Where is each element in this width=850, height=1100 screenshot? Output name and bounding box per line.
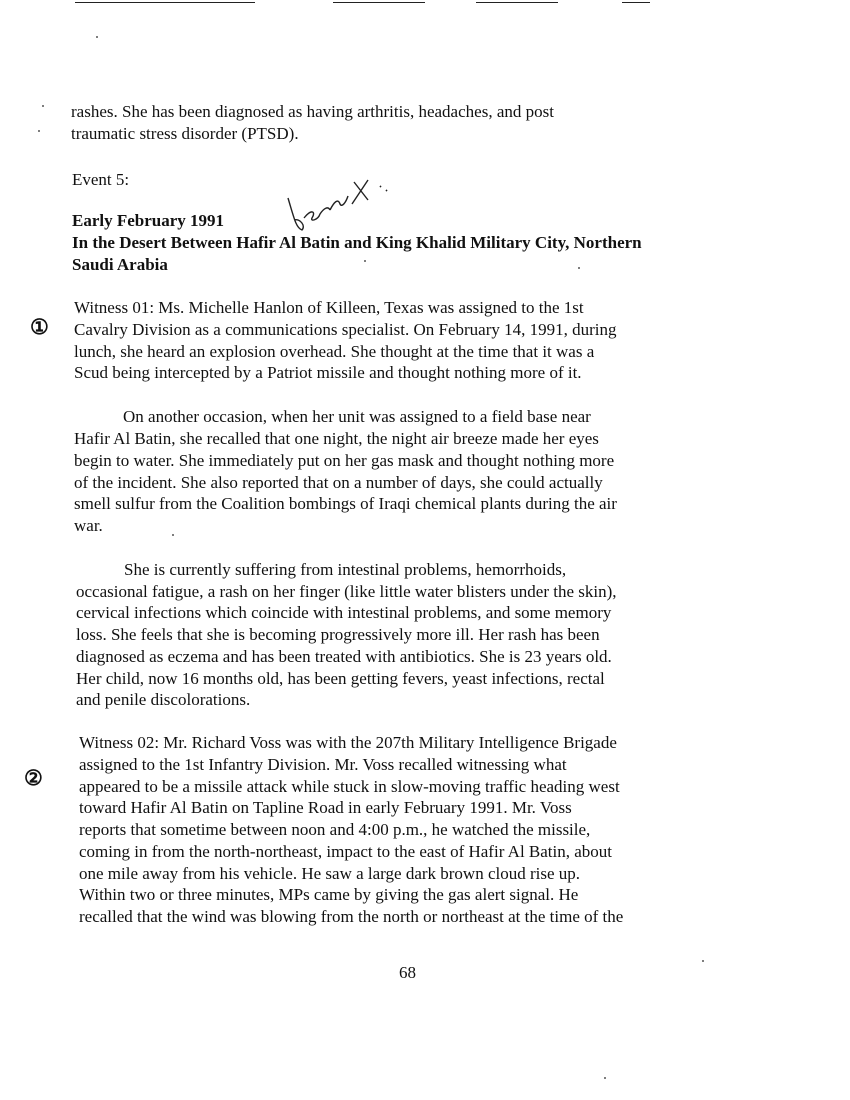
witness-2-line: reports that sometime between noon and 4:00 p.m., he watched the missile, xyxy=(79,820,591,839)
witness-2-marker: ② xyxy=(24,766,43,790)
event-label: Event 5: xyxy=(72,170,130,189)
scan-speck xyxy=(172,534,174,536)
paragraph-3-line: loss. She feels that she is becoming progressively more ill. Her rash has been xyxy=(76,625,600,644)
paragraph-line: rashes. She has been diagnosed as having arthritis, headaches, and post xyxy=(71,102,554,121)
handwritten-note xyxy=(282,168,392,238)
paragraph-2-line: On another occasion, when her unit was assigned to a field base near xyxy=(123,407,591,426)
witness-2-line: Witness 02: Mr. Richard Voss was with the 207th Military Intelligence Brigade xyxy=(79,733,617,752)
paragraph-2-line: smell sulfur from the Coalition bombings of Iraqi chemical plants during the air xyxy=(74,494,617,513)
scan-speck xyxy=(604,1077,606,1079)
witness-1-line: Cavalry Division as a communications specialist. On February 14, 1991, during xyxy=(74,320,617,339)
top-rule-3 xyxy=(476,2,558,3)
witness-1-line: lunch, she heard an explosion overhead. She thought at the time that it was a xyxy=(74,342,595,361)
paragraph-2-line: begin to water. She immediately put on her gas mask and thought nothing more xyxy=(74,451,615,470)
witness-2-line: appeared to be a missile attack while stuck in slow-moving traffic heading west xyxy=(79,777,620,796)
paragraph-3-line: Her child, now 16 months old, has been getting fevers, yeast infections, rectal xyxy=(76,669,605,688)
paragraph-3-line: diagnosed as eczema and has been treated with antibiotics. She is 23 years old. xyxy=(76,647,612,666)
witness-2-line: recalled that the wind was blowing from the north or northeast at the time of the xyxy=(79,907,624,926)
top-rule-2 xyxy=(333,2,425,3)
page-number: 68 xyxy=(399,963,416,982)
witness-2-line: Within two or three minutes, MPs came by giving the gas alert signal. He xyxy=(79,885,579,904)
paragraph-3-line: She is currently suffering from intestinal problems, hemorrhoids, xyxy=(124,560,567,579)
witness-1-marker: ① xyxy=(30,315,49,339)
witness-2-line: assigned to the 1st Infantry Division. Mr. Voss recalled witnessing what xyxy=(79,755,567,774)
witness-1-line: Scud being intercepted by a Patriot missile and thought nothing more of it. xyxy=(74,363,582,382)
top-rule-1 xyxy=(75,2,255,3)
paragraph-3-line: occasional fatigue, a rash on her finger (like little water blisters under the skin), xyxy=(76,582,617,601)
scan-speck xyxy=(702,960,704,962)
paragraph-2-line: Hafir Al Batin, she recalled that one night, the night air breeze made her eyes xyxy=(74,429,599,448)
paragraph-line: traumatic stress disorder (PTSD). xyxy=(71,124,299,143)
scan-speck xyxy=(364,260,366,262)
witness-2-line: toward Hafir Al Batin on Tapline Road in early February 1991. Mr. Voss xyxy=(79,798,572,817)
date-heading: Early February 1991 xyxy=(72,211,225,230)
witness-2-line: one mile away from his vehicle. He saw a large dark brown cloud rise up. xyxy=(79,864,581,883)
location-heading-line: Saudi Arabia xyxy=(72,255,168,274)
scan-speck xyxy=(96,36,98,38)
scan-speck xyxy=(38,130,40,132)
top-rule-4 xyxy=(622,2,650,3)
scan-speck xyxy=(578,267,580,269)
witness-2-line: coming in from the north-northeast, impact to the east of Hafir Al Batin, about xyxy=(79,842,613,861)
witness-1-line: Witness 01: Ms. Michelle Hanlon of Killeen, Texas was assigned to the 1st xyxy=(74,298,584,317)
scan-speck xyxy=(42,105,44,107)
paragraph-2-line: of the incident. She also reported that on a number of days, she could actually xyxy=(74,473,603,492)
paragraph-3-line: cervical infections which coincide with intestinal problems, and some memory xyxy=(76,603,612,622)
paragraph-3-line: and penile discolorations. xyxy=(76,690,251,709)
location-heading-line: In the Desert Between Hafir Al Batin and King Khalid Military City, Northern xyxy=(72,233,642,252)
paragraph-2-line: war. xyxy=(74,516,103,535)
